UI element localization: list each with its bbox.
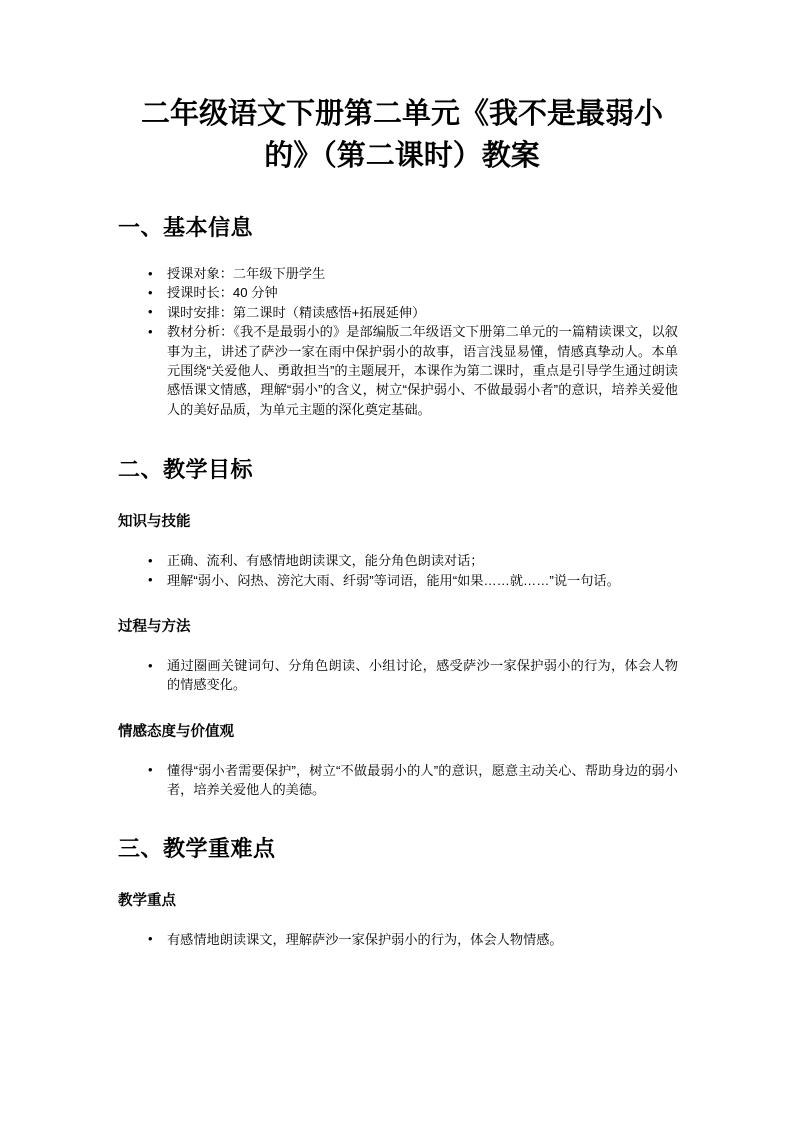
subsection-knowledge-skills xyxy=(118,512,678,532)
list-item: • 课时安排：第二课时（精读感悟+拓展延伸） xyxy=(118,303,678,322)
subsection-heading: 知识与技能 xyxy=(118,514,191,531)
document-content xyxy=(118,0,678,949)
list-item: • 有感情地朗读课文，理解萨沙一家保护弱小的行为，体会人物情感。 xyxy=(118,930,678,949)
emotion-values-list xyxy=(118,761,678,800)
knowledge-skills-list xyxy=(118,551,678,590)
key-points-list xyxy=(118,930,678,949)
section-heading-3: 三、教学重难点 xyxy=(118,835,276,861)
section-heading-2: 二、教学目标 xyxy=(118,457,254,483)
list-item: • 正确、流利、有感情地朗读课文，能分角色朗读对话； xyxy=(118,551,678,570)
list-item: • 授课时长：40 分钟 xyxy=(118,283,678,302)
list-item: • 教材分析：《我不是最弱小的》是部编版二年级语文下册第二单元的一篇精读课文，以叙事为主，讲述了萨沙一家在雨中保护弱小的故事，语言浅显易懂，情感真挚动人。本单元围绕“关爱他人、勇敢担当”的主题展开，本课作为第二课时，重点是引导学生通过朗读感悟课文情感，理解“弱小”的含义，树立“保护弱小、不做最弱小者”的意识，培养关爱他人的美好品质，为单元主题的深化奠定基础。 xyxy=(118,322,678,419)
page-title: 二年级语文下册第二单元《我不是最弱小的》（第二课时）教案 xyxy=(140,98,663,172)
subsection-heading: 情感态度与价值观 xyxy=(118,723,234,740)
subsection-key-points xyxy=(118,891,678,911)
subsection-process-methods xyxy=(118,617,678,637)
subsection-heading: 过程与方法 xyxy=(118,619,191,636)
list-item: • 理解“弱小、闷热、滂沱大雨、纤弱”等词语，能用“如果……就……”说一句话。 xyxy=(118,571,678,590)
section-heading-wrap xyxy=(118,455,678,485)
title-block xyxy=(118,0,678,177)
section-key-difficult-points xyxy=(118,834,678,949)
subsection-emotion-values xyxy=(118,722,678,742)
section-heading-wrap xyxy=(118,213,678,243)
subsection-heading: 教学重点 xyxy=(118,892,176,909)
basic-info-list xyxy=(118,264,678,419)
list-item: • 授课对象：二年级下册学生 xyxy=(118,264,678,283)
process-methods-list xyxy=(118,656,678,695)
list-item: • 通过圈画关键词句、分角色朗读、小组讨论，感受萨沙一家保护弱小的行为，体会人物的情感变化。 xyxy=(118,656,678,695)
section-basic-info xyxy=(118,213,678,419)
section-teaching-objectives xyxy=(118,455,678,799)
section-heading-1: 一、基本信息 xyxy=(118,215,254,240)
section-heading-wrap xyxy=(118,834,678,864)
list-item: • 懂得“弱小者需要保护”，树立“不做最弱小的人”的意识，愿意主动关心、帮助身边的弱小者，培养关爱他人的美德。 xyxy=(118,761,678,800)
